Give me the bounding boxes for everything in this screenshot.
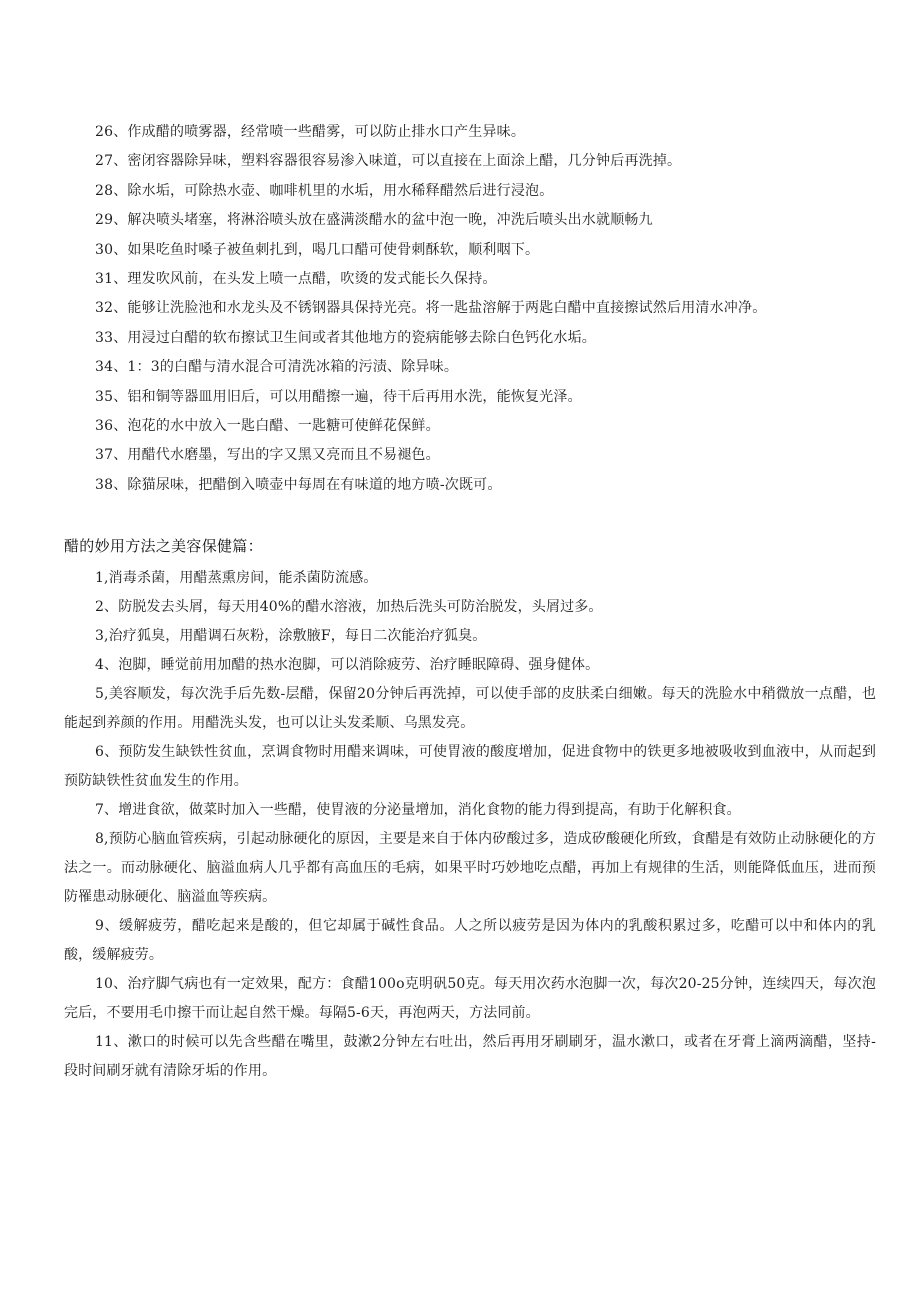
- household-tips-list: [95, 122, 875, 504]
- paragraph: 6、预防发生缺铁性贫血，烹调食物时用醋来调味，可使胃液的酸度增加，促进食物中的铁更多地被吸收到血液中，从而起到预防缺铁性贫血发生的作用。: [64, 744, 876, 789]
- list-item: 28、除水垢，可除热水壶、咖啡机里的水垢，用水稀释醋然后进行浸泡。: [95, 182, 554, 199]
- paragraph: 11、漱口的时候可以先含些醋在嘴里，鼓漱2分钟左右吐出，然后再用牙刷刷牙，温水漱口，或者在牙膏上滴两滴醋，坚持-段时间刷牙就有清除牙垢的作用。: [64, 1034, 876, 1079]
- list-item: 33、用浸过白醋的软布擦试卫生间或者其他地方的瓷病能够去除白色钙化水垢。: [95, 329, 597, 346]
- paragraph: 8,预防心脑血管疾病，引起动脉硬化的原因，主要是来自于体内矽酸过多，造成矽酸硬化所致，食醋是有效防止动脉硬化的方法之一。而动脉硬化、脑溢血病人几乎都有高血压的毛病，如果平时巧妙地吃点醋，再加上有规律的生活，则能降低血压，进而预防罹患动脉硬化、脑溢血等疾病。: [64, 831, 876, 905]
- paragraph: 7、增进食欲，做菜时加入一些醋，使胃液的分泌量增加，消化食物的能力得到提高，有助于化解积食。: [95, 802, 741, 818]
- list-item: 34、1：3的白醋与清水混合可清洗冰箱的污渍、除异味。: [95, 359, 459, 376]
- list-item: 31、理发吹风前，在头发上喷一点醋，吹烫的发式能长久保持。: [95, 270, 497, 287]
- list-item: 38、除猫尿味，把醋倒入喷壶中每周在有味道的地方喷-次既可。: [95, 476, 502, 493]
- beauty-health-list: [64, 564, 876, 1086]
- list-item: 36、泡花的水中放入一匙白醋、一匙糖可使鲜花保鲜。: [95, 417, 440, 434]
- paragraph: 5,美容顺发，每次洗手后先数-层醋，保留20分钟后再洗掉，可以使手部的皮肤柔白细嫩。每天的洗脸水中稍微放一点醋，也能起到养颜的作用。用醋洗头发，也可以让头发柔顺、乌黑发亮。: [64, 686, 876, 731]
- list-item: 32、能够让洗脸池和水龙头及不锈钢器具保持光亮。将一匙盐溶解于两匙白醋中直接擦试然后用清水冲净。: [95, 300, 767, 317]
- paragraph: 10、治疗脚气病也有一定效果，配方：食醋100o克明矾50克。每天用次药水泡脚一次，每次20-25分钟，连续四天，每次泡完后，不要用毛巾擦干而让起自然干燥。每隔5-6天，再泡两天，方法同前。: [64, 976, 876, 1021]
- section-heading: 醋的妙用方法之美容保健篇：: [64, 537, 263, 555]
- paragraph: 3,治疗狐臭，用醋调石灰粉，涂敷腋F，每日二次能治疗狐臭。: [95, 628, 487, 644]
- paragraph: 9、缓解疲劳，醋吃起来是酸的，但它却属于碱性食品。人之所以疲劳是因为体内的乳酸积累过多，吃醋可以中和体内的乳酸，缓解疲劳。: [64, 918, 876, 963]
- list-item: 27、密闭容器除异味，塑料容器很容易渗入味道，可以直接在上面涂上醋，几分钟后再洗掉。: [95, 153, 682, 170]
- list-item: 29、解决喷头堵塞，将淋浴喷头放在盛满淡醋水的盆中泡一晚，冲洗后喷头出水就顺畅九: [95, 212, 653, 229]
- paragraph: 4、泡脚，睡觉前用加醋的热水泡脚，可以消除疲劳、治疗睡眠障碍、强身健体。: [95, 657, 600, 673]
- paragraph: 1,消毒杀菌，用醋蒸熏房间，能杀菌防流感。: [95, 570, 378, 586]
- paragraph: 2、防脱发去头屑，每天用40%的醋水溶液，加热后洗头可防治脱发，头屑过多。: [95, 599, 603, 615]
- list-item: 37、用醋代水磨墨，写出的字又黑又亮而且不易褪色。: [95, 447, 440, 464]
- list-item: 30、如果吃鱼时嗓子被鱼刺扎到，喝几口醋可使骨刺酥软，顺利咽下。: [95, 241, 540, 258]
- list-item: 35、铝和铜等器皿用旧后，可以用醋擦一遍，待干后再用水洗，能恢复光泽。: [95, 388, 582, 405]
- list-item: 26、作成醋的喷雾器，经常喷一些醋雾，可以防止排水口产生异味。: [95, 124, 526, 140]
